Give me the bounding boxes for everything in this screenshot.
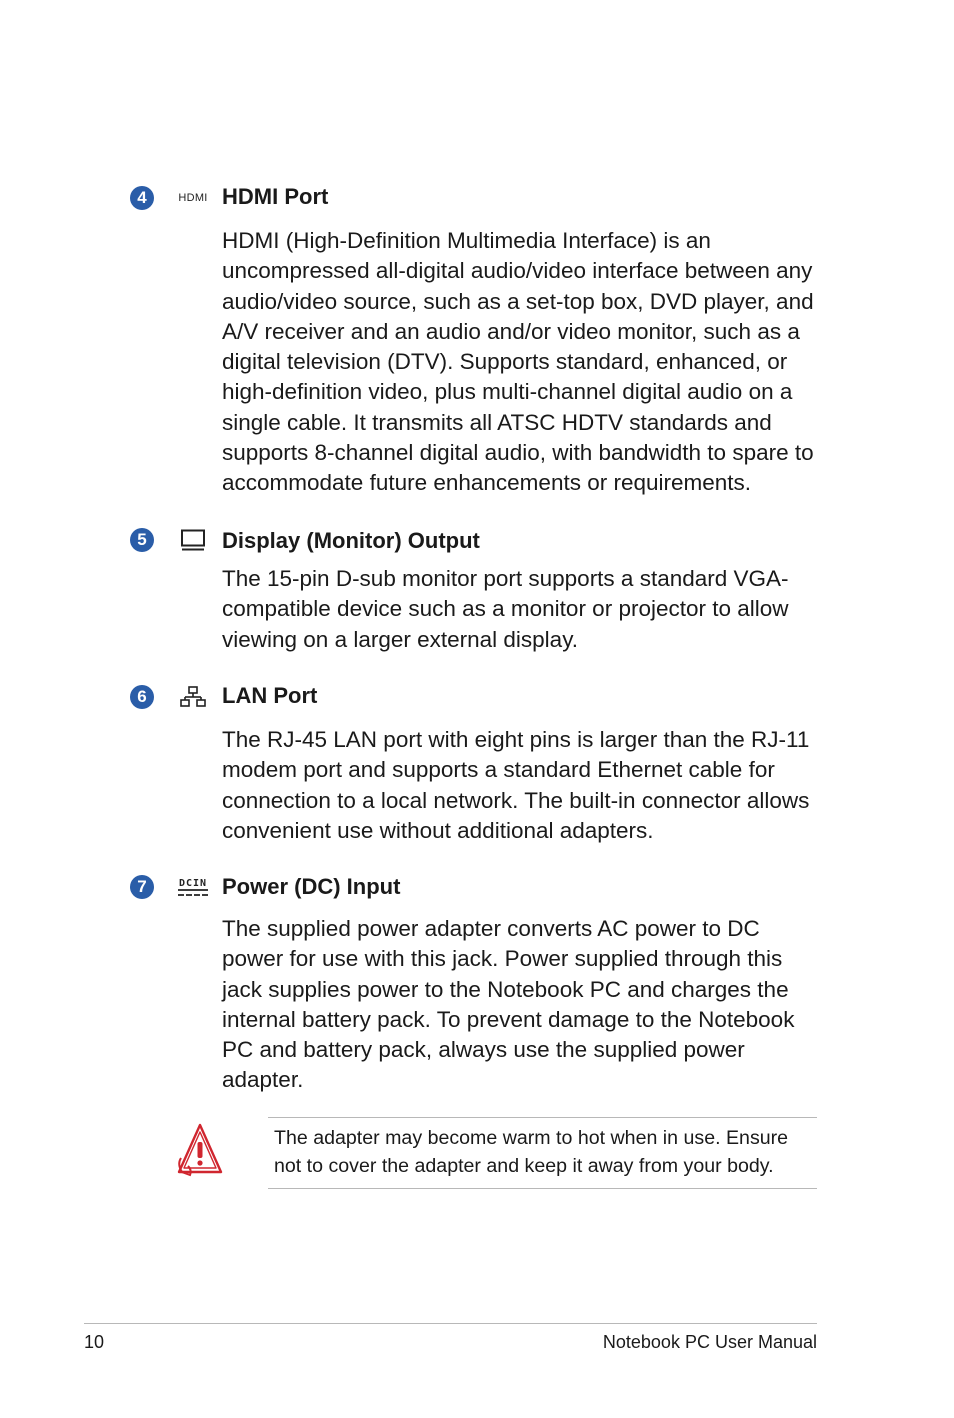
section-description: The RJ-45 LAN port with eight pins is larger than the RJ-11 modem port and supports a standard Ethernet cable for connection to a local network. The built-in connector allows convenient use without additional adapters.: [222, 727, 810, 843]
item-number-badge: 6: [130, 685, 154, 709]
warning-icon: [176, 1122, 224, 1178]
section-heading: HDMI Port: [222, 184, 329, 209]
dc-in-icon-label: DCIN: [178, 878, 208, 889]
hdmi-icon-label: HDMI: [178, 192, 208, 204]
dc-in-icon: [176, 875, 210, 899]
section-heading: Display (Monitor) Output: [222, 528, 480, 553]
section-heading: Power (DC) Input: [222, 874, 401, 899]
section-heading: LAN Port: [222, 683, 318, 708]
item-number-badge: 5: [130, 528, 154, 552]
section-description: The 15-pin D-sub monitor port supports a standard VGA-compatible device such as a monitor or projector to allow viewing on a larger external display.: [222, 566, 789, 652]
network-icon: [176, 685, 210, 709]
footer-title: Notebook PC User Manual: [602, 1332, 817, 1352]
page-number: 10: [84, 1332, 105, 1352]
item-number-badge: 4: [130, 186, 154, 210]
hdmi-icon: [176, 186, 210, 210]
item-number-badge: 7: [130, 875, 154, 899]
section-description: HDMI (High-Definition Multimedia Interface) is an uncompressed all-digital audio/video interface between any audio/video source, such as a set-top box, DVD player, and A/V receiver and an audio and/or video monitor, such as a digital television (DTV). Supports standard, enhanced, or high-definition video, plus multi-channel digital audio on a single cable. It transmits all ATSC HDTV standards and supports 8-channel digital audio, with bandwidth to spare to accommodate future enhancements or requirements.: [222, 228, 814, 496]
warning-text: The adapter may become warm to hot when in use. Ensure not to cover the adapter and keep it away from your body.: [274, 1127, 789, 1177]
warning-note: [268, 1117, 817, 1189]
footer-divider: [84, 1323, 817, 1324]
monitor-icon: [176, 528, 210, 552]
section-description: The supplied power adapter converts AC power to DC power for use with this jack. Power supplied through this jack supplies power to the Notebook PC and charges the internal battery pack. To prevent damage to the Notebook PC and battery pack, always use the supplied power adapter.: [222, 916, 795, 1093]
